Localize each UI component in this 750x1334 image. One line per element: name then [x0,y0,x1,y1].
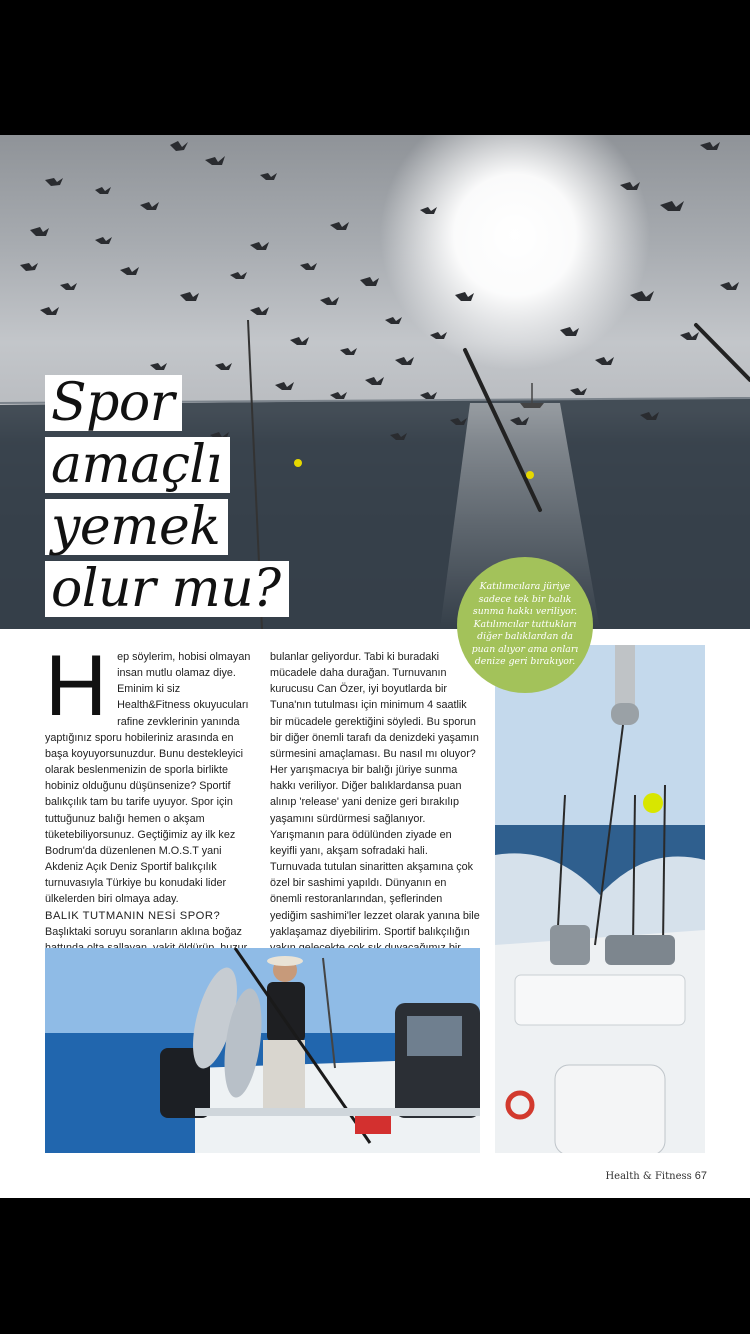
boat-illustration [495,645,705,1153]
section-subheading: BALIK TUTMANIN NESİ SPOR? [45,909,221,922]
title-line-1: Spor [45,375,182,431]
page-number: 67 [694,1170,707,1182]
fisherman-illustration [45,948,480,1153]
title-line-2: amaçlı [45,437,230,493]
article-column-2 [270,649,480,972]
callout-text: Katılımcılara jüriye sadece tek bir balık sunma hakkı veriliyor. Katılımcılar tuttukları diğer balıklardan da puan alıyor ama onları denize geri bırakıyor. [471,580,579,668]
title-line-3: yemek [45,499,228,555]
article-column-1 [45,638,255,956]
title-line-4: olur mu? [45,561,289,617]
photo-fisherman-with-catch [45,948,480,1153]
section-paragraph-continued: bulanlar geliyordur. Tabi ki buradaki mücadele daha durağan. Turnuvanın kurucusu Can Özer, iyi boyutlarda bir Tuna'nın tutulması için minimum 4 saatlik bir mücadele gerektiğini söyledi. Bu sporun bir diğer önemli tarafı da denizdeki yaşamın sürmesini amaçlaması. Bu nasıl mı oluyor? Her yarışmacıya bir balığı jüriye sunma hakkı veriliyor. Diğer balıklardansa puan alınıp 'release' yani denize geri bırakılıp yaşamını sürdürmesi sağlanıyor. Yarışmanın para ödülünden ziyade en keyifli yanı, akşam sofradaki hali. Turnuvada tutulan sinaritten akşamına çok özel bir sashimi yapıldı. Dünyanın en önemli restoranlarından, şeflerinden yediğim sashimi'ler lezzet olarak yanına bile yaklaşamaz diyebilirim. Sportif balıkçılığın [270,651,480,938]
page-footer [560,1170,707,1182]
hero-photo-seagulls [0,135,750,629]
drop-cap: H [45,638,108,734]
callout-bubble [457,557,593,693]
photo-boat-rods [495,645,705,1153]
section-paragraph-start: Başlıktaki soruyu soranların aklına boğaz [45,925,242,938]
magazine-name: Health & Fitness [605,1171,692,1182]
magazine-page [0,135,750,1198]
article-title [45,375,289,623]
intro-paragraph: ep söylerim, hobisi olmayan insan mutlu olamaz diye. Eminim ki siz Health&Fitness okuyucuları rafine zevklerinin yanında yaptığınız sporu hobileriniz arasında en başa koyuyorsunuzdur. Bunu destekleyici olarak beslenmenizin de sporla birlikte hobiniz olduğunu düşünsenize? Sportif balıkçılık tam bu tarife uyuyor. Spor için tuttuğunuz balığı hemen o akşam tüketebiliyorsunuz. Geçtiğimiz ay ilk kez Bodrum'da düzenlenen M.O.S.T yani Akdeniz Açık Deniz Sportif balıkçılık turnuvasıyla Türkiye bu konudaki lider ülkelerden biri olmaya aday. [45,651,251,906]
